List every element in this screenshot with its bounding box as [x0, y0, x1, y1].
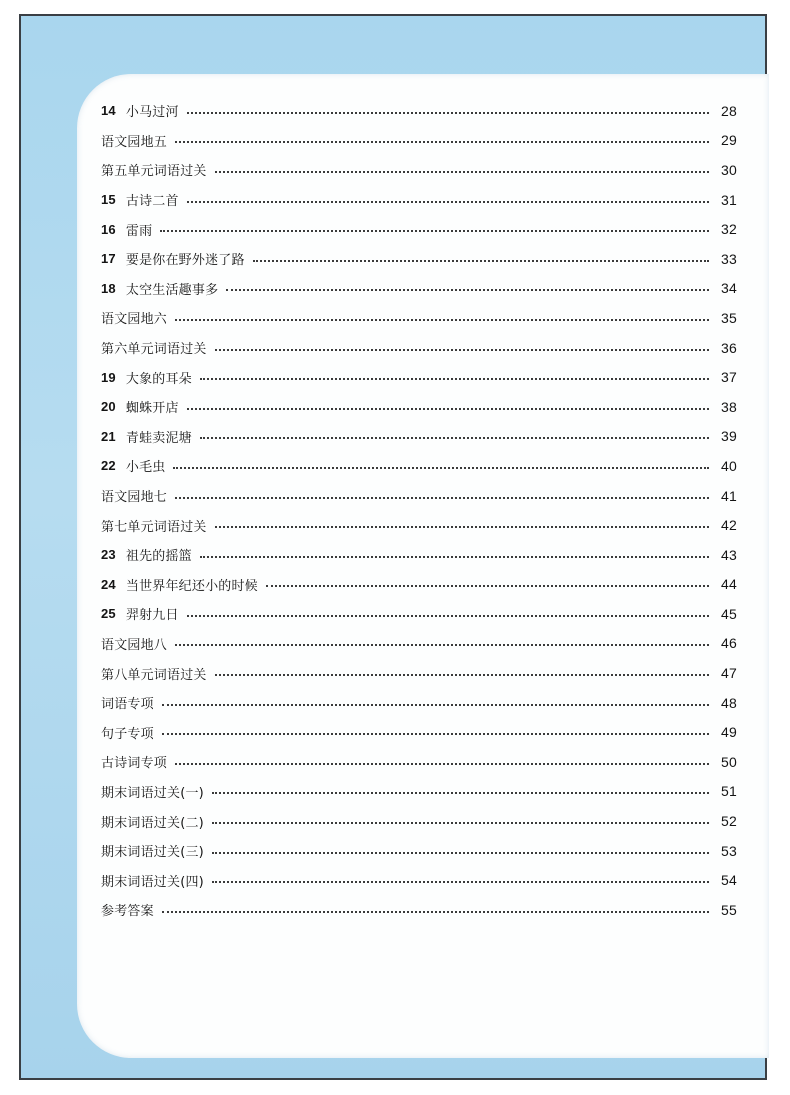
toc-entry-page-number: 54: [721, 872, 737, 889]
toc-entry-title: 第八单元词语过关: [101, 667, 207, 683]
dot-leader: [212, 822, 709, 824]
dot-leader: [175, 497, 709, 499]
dot-leader: [175, 141, 709, 143]
dot-leader: [160, 230, 709, 232]
toc-entry-page-number: 28: [721, 102, 737, 119]
toc-entry-page-number: 50: [721, 753, 737, 770]
dot-leader: [162, 733, 709, 735]
toc-entry-title: 第六单元词语过关: [101, 342, 207, 358]
toc-entry-page-number: 47: [721, 665, 737, 682]
toc-entry-title: 要是你在野外迷了路: [125, 253, 245, 269]
toc-entry-number: 18: [101, 280, 116, 296]
toc-entry: [101, 362, 737, 392]
toc-entry-title: 蜘蛛开店: [125, 401, 179, 417]
dot-leader: [212, 792, 709, 794]
toc-entry-page-number: 29: [721, 132, 737, 149]
toc-entry: [101, 806, 737, 836]
dot-leader: [200, 437, 709, 439]
toc-entry-page-number: 39: [721, 428, 737, 445]
toc-entry-number: 17: [101, 251, 116, 267]
toc-entry-title: 大象的耳朵: [125, 371, 192, 387]
toc-entry-title: 太空生活趣事多: [125, 282, 219, 298]
toc-entry: [101, 244, 737, 274]
toc-entry-number: 19: [101, 369, 116, 385]
toc-entry: [101, 895, 737, 925]
toc-entry-title: 羿射九日: [125, 608, 179, 624]
toc-entry: [101, 510, 737, 540]
toc-entry: [101, 540, 737, 570]
toc-entry: [101, 777, 737, 807]
toc-entry-page-number: 41: [721, 487, 737, 504]
dot-leader: [200, 556, 709, 558]
dot-leader: [173, 467, 709, 469]
toc-entry-title: 期末词语过关(一): [101, 785, 204, 801]
toc-entry-page-number: 46: [721, 635, 737, 652]
toc-entry-number: 20: [101, 399, 116, 415]
dot-leader: [215, 674, 709, 676]
dot-leader: [215, 171, 709, 173]
toc-entry-title: 语文园地七: [101, 490, 168, 506]
toc-entry-number: 15: [101, 192, 116, 208]
toc-entry: [101, 570, 737, 600]
dot-leader: [187, 201, 709, 203]
toc-entry: [101, 214, 737, 244]
toc-entry: [101, 185, 737, 215]
toc-entry-page-number: 53: [721, 842, 737, 859]
dot-leader: [175, 644, 709, 646]
dot-leader: [200, 378, 709, 380]
toc-entry-page-number: 35: [721, 309, 737, 326]
contents-panel: [77, 74, 769, 1058]
toc-entry: [101, 865, 737, 895]
toc-entry-title: 小马过河: [125, 105, 179, 121]
toc-entry-title: 当世界年纪还小的时候: [125, 578, 258, 594]
toc-entry: [101, 392, 737, 422]
toc-entry-number: 21: [101, 428, 116, 444]
toc-entry-number: 22: [101, 458, 116, 474]
toc-entry: [101, 747, 737, 777]
dot-leader: [253, 260, 709, 262]
toc-entry-page-number: 48: [721, 694, 737, 711]
dot-leader: [187, 615, 709, 617]
toc-entry-page-number: 30: [721, 161, 737, 178]
toc-entry-number: 25: [101, 606, 116, 622]
dot-leader: [266, 585, 709, 587]
toc-entry-title: 句子专项: [101, 726, 154, 742]
toc-entry: [101, 333, 737, 363]
toc-entry-page-number: 52: [721, 813, 737, 830]
toc-entry-page-number: 36: [721, 339, 737, 356]
toc-entry-number: 14: [101, 103, 116, 119]
dot-leader: [226, 289, 709, 291]
toc-entry-title: 古诗词专项: [101, 756, 168, 772]
toc-entry-title: 期末词语过关(四): [101, 874, 204, 890]
toc-entry-page-number: 38: [721, 398, 737, 415]
toc-entry: [101, 155, 737, 185]
dot-leader: [212, 881, 709, 883]
toc-entry-page-number: 42: [721, 517, 737, 534]
toc-entry-page-number: 32: [721, 221, 737, 238]
toc-entry: [101, 717, 737, 747]
toc-entry-number: 16: [101, 221, 116, 237]
toc-entry: [101, 481, 737, 511]
toc-entry: [101, 629, 737, 659]
toc-entry-page-number: 40: [721, 457, 737, 474]
dot-leader: [175, 763, 709, 765]
table-of-contents: [101, 96, 737, 925]
dot-leader: [187, 112, 709, 114]
dot-leader: [215, 349, 709, 351]
toc-entry: [101, 274, 737, 304]
toc-entry: [101, 599, 737, 629]
toc-entry-title: 第七单元词语过关: [101, 519, 207, 535]
toc-entry-title: 语文园地八: [101, 637, 168, 653]
toc-entry-page-number: 51: [721, 783, 737, 800]
dot-leader: [215, 526, 709, 528]
toc-entry: [101, 126, 737, 156]
toc-entry-number: 23: [101, 547, 116, 563]
toc-entry-page-number: 37: [721, 369, 737, 386]
dot-leader: [212, 852, 709, 854]
toc-entry-title: 语文园地五: [101, 134, 168, 150]
toc-entry-title: 雷雨: [125, 223, 153, 239]
dot-leader: [187, 408, 709, 410]
toc-entry: [101, 836, 737, 866]
toc-entry-title: 祖先的摇篮: [125, 549, 192, 565]
toc-entry: [101, 422, 737, 452]
toc-entry-title: 期末词语过关(三): [101, 845, 204, 861]
dot-leader: [162, 704, 709, 706]
toc-entry-page-number: 43: [721, 546, 737, 563]
toc-entry-page-number: 44: [721, 576, 737, 593]
toc-entry-title: 期末词语过关(二): [101, 815, 204, 831]
toc-entry-title: 参考答案: [101, 904, 154, 920]
toc-entry-page-number: 55: [721, 901, 737, 918]
dot-leader: [175, 319, 709, 321]
page-frame: [19, 14, 767, 1080]
toc-entry-title: 词语专项: [101, 697, 154, 713]
toc-entry-page-number: 49: [721, 724, 737, 741]
toc-entry: [101, 96, 737, 126]
toc-entry-page-number: 33: [721, 250, 737, 267]
toc-entry-page-number: 45: [721, 605, 737, 622]
dot-leader: [162, 911, 709, 913]
toc-entry-page-number: 31: [721, 191, 737, 208]
toc-entry: [101, 688, 737, 718]
toc-entry-number: 24: [101, 576, 116, 592]
toc-entry-title: 小毛虫: [125, 460, 166, 476]
toc-entry-page-number: 34: [721, 280, 737, 297]
toc-entry-title: 第五单元词语过关: [101, 164, 207, 180]
toc-entry-title: 古诗二首: [125, 194, 179, 210]
toc-entry-title: 青蛙卖泥塘: [125, 430, 192, 446]
toc-entry: [101, 451, 737, 481]
toc-entry: [101, 303, 737, 333]
toc-entry: [101, 658, 737, 688]
toc-entry-title: 语文园地六: [101, 312, 168, 328]
